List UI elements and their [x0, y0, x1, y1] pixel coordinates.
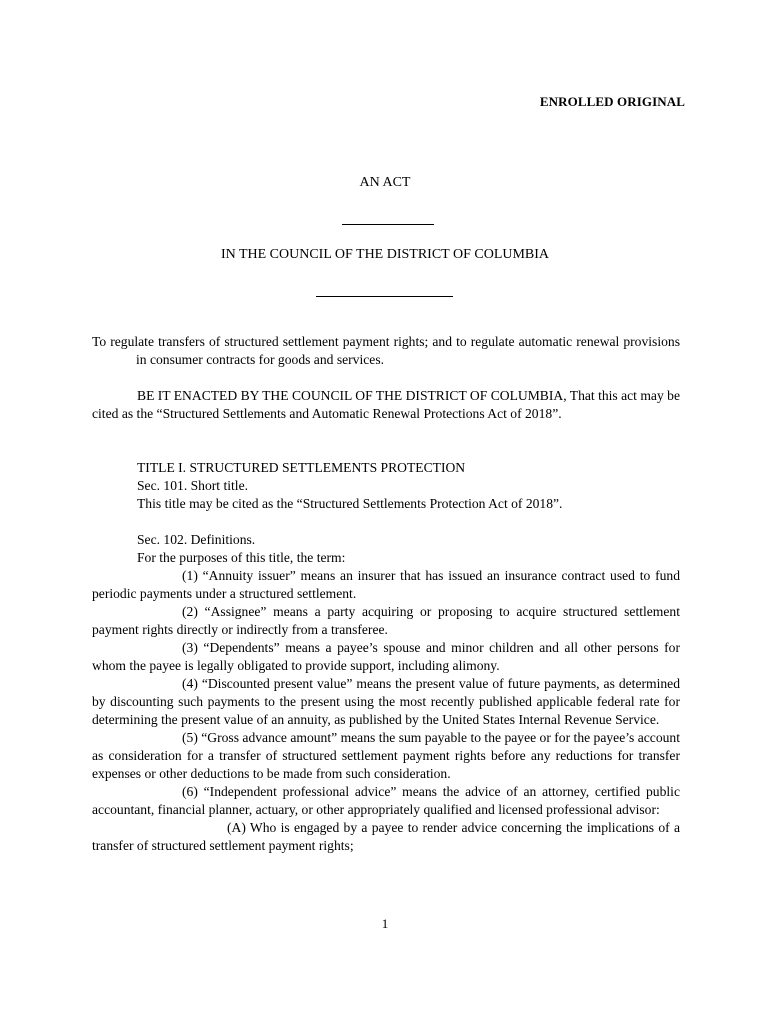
page-number: 1	[381, 916, 389, 931]
section-102-heading: Sec. 102. Definitions.	[137, 532, 256, 547]
section-102-intro: For the purposes of this title, the term:	[137, 550, 346, 565]
definition-dependents: (3) “Dependents” means a payee’s spouse and minor children and all other persons for whom the payee is legally obligated to provide support, including alimony.	[92, 640, 680, 673]
section-101-heading: Sec. 101. Short title.	[137, 478, 249, 493]
preamble-text: To regulate transfers of structured settlement payment rights; and to regulate automatic renewal provisions in consumer contracts for goods and services.	[92, 334, 680, 367]
preamble	[92, 333, 680, 369]
signature-rule-short	[342, 224, 434, 225]
signature-rule-long	[316, 296, 453, 297]
definition-discounted-present-value: (4) “Discounted present value” means the present value of future payments, as determined by discounting such payments to the present using the most recently published applicable federal rate for determining the present value of an annuity, as published by the United States Internal Revenue Service.	[92, 676, 680, 727]
definition-independent-professional-advice: (6) “Independent professional advice” means the advice of an attorney, certified public accountant, financial planner, actuary, or other appropriately qualified and licensed professional advisor:	[92, 784, 680, 817]
definition-gross-advance-amount: (5) “Gross advance amount” means the sum payable to the payee or for the payee’s account as consideration for a transfer of structured settlement payment rights before any reductions for transfer expenses or other deductions to be made from such consideration.	[92, 730, 680, 781]
title-one-heading: TITLE I. STRUCTURED SETTLEMENTS PROTECTION	[137, 460, 466, 475]
enacting-clause-text: BE IT ENACTED BY THE COUNCIL OF THE DISTRICT OF COLUMBIA, That this act may be cited as the “Structured Settlements and Automatic Renewal Protections Act of 2018”.	[92, 388, 680, 421]
title-one-block	[92, 459, 680, 513]
subitem-a: (A) Who is engaged by a payee to render advice concerning the implications of a transfer of structured settlement payment rights;	[92, 820, 680, 853]
definition-annuity-issuer: (1) “Annuity issuer” means an insurer that has issued an insurance contract used to fund periodic payments under a structured settlement.	[92, 568, 680, 601]
definition-assignee: (2) “Assignee” means a party acquiring or proposing to acquire structured settlement payment rights directly or indirectly from a transferee.	[92, 604, 680, 637]
section-101-text: This title may be cited as the “Structured Settlements Protection Act of 2018”.	[137, 496, 563, 511]
council-heading: IN THE COUNCIL OF THE DISTRICT OF COLUMBIA	[220, 247, 550, 262]
enrolled-original-label: ENROLLED ORIGINAL	[539, 94, 685, 109]
section-102-block	[92, 531, 680, 855]
act-heading: AN ACT	[359, 175, 411, 190]
enacting-clause	[92, 387, 680, 423]
